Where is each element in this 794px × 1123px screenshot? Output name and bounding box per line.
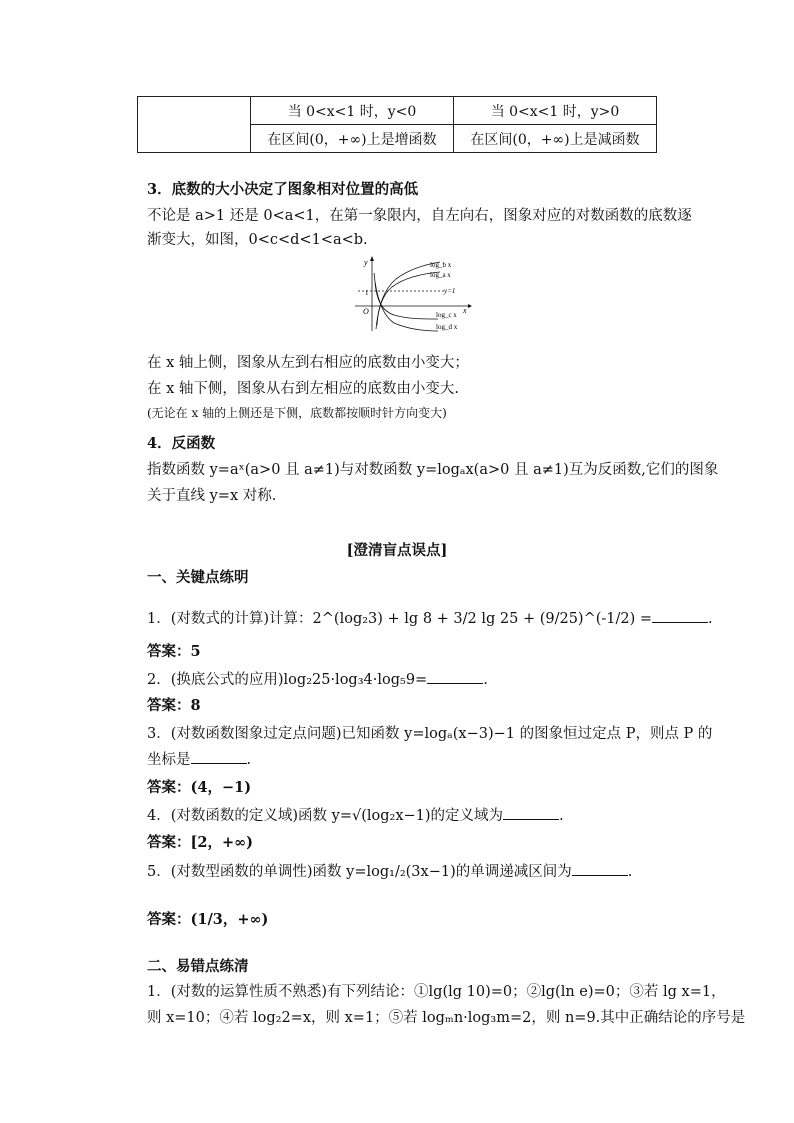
table-cell: 在区间(0，+∞)上是减函数 [454, 125, 657, 153]
question-5: 5．(对数型函数的单调性)函数 y=log₁/₂(3x−1)的单调递减区间为 . [147, 860, 632, 881]
curve-log-a [376, 272, 440, 329]
origin-label: O [363, 307, 369, 316]
question-4: 4．(对数函数的定义域)函数 y=√(log₂x−1)的定义域为 . [147, 804, 564, 825]
answer-4: 答案：[2，+∞) [147, 834, 254, 851]
section-3-heading: 3．底数的大小决定了图象相对位置的高低 [147, 181, 419, 198]
section-4-line2: 关于直线 y=x 对称. [147, 488, 277, 504]
question-2: 2．(换底公式的应用)log₂25·log₃4·log₅9= . [147, 668, 488, 689]
question-3-line2: 坐标是 . [147, 748, 251, 769]
table-cell: 在区间(0，+∞)上是增函数 [251, 125, 454, 153]
x-axis-arrow [468, 304, 472, 308]
table-cell: 当 0<x<1 时，y<0 [251, 97, 454, 125]
answer-3: 答案：(4，−1) [147, 779, 252, 796]
log-b-label: log_b x [430, 261, 452, 269]
curve-log-d [374, 273, 438, 331]
part-2-heading: 二、易错点练清 [147, 958, 249, 975]
question-3-line1: 3．(对数函数图象过定点问题)已知函数 y=logₐ(x−3)−1 的图象恒过定点 P，则点 P 的 [147, 726, 713, 742]
note-clockwise: (无论在 x 轴的上侧还是下侧，底数都按顺时针方向变大) [147, 406, 447, 420]
error-question-1-line2: 则 x=10；④若 log₂2=x，则 x=1；⑤若 logₘn·log₃m=2，则 n=9.其中正确结论的序号是 [147, 1010, 746, 1026]
section-4-heading: 4．反函数 [147, 435, 216, 452]
question-1: 1．(对数式的计算)计算：2^(log₂3) + lg 8 + 3/2 lg 25 + (9/25)^(-1/2) = . [147, 607, 713, 628]
answer-blank [427, 669, 483, 684]
one-label: 1 [365, 289, 369, 297]
answer-blank [503, 805, 559, 820]
y-equals-1-label: y=1 [444, 287, 456, 295]
answer-2: 答案：8 [147, 697, 201, 714]
answer-1: 答案：5 [147, 643, 201, 660]
note-upper: 在 x 轴上侧，图象从左到右相应的底数由小变大； [147, 355, 469, 371]
log-d-label: log_d x [436, 323, 458, 331]
log-a-label: log_a x [430, 271, 451, 279]
y-axis-label: y [364, 258, 368, 267]
part-1-heading: 一、关键点练明 [147, 569, 249, 586]
y-axis-arrow [370, 256, 374, 261]
x-axis-label: x [463, 306, 467, 315]
answer-blank [191, 749, 247, 764]
answer-blank [572, 861, 628, 876]
clarify-title: [澄清盲点误点] [346, 542, 448, 559]
curve-log-c [375, 283, 438, 319]
answer-blank [652, 608, 708, 623]
note-lower: 在 x 轴下侧，图象从右到左相应的底数由小变大. [147, 381, 460, 397]
table-cell: 当 0<x<1 时，y>0 [454, 97, 657, 125]
table-empty-cell [138, 97, 251, 153]
section-3-paragraph-line1: 不论是 a>1 还是 0<a<1，在第一象限内，自左向右，图象对应的对数函数的底数逐 [147, 208, 692, 224]
answer-5: 答案：(1/3，+∞) [147, 911, 269, 928]
section-3-paragraph-line2: 渐变大，如图，0<c<d<1<a<b. [147, 232, 368, 248]
error-question-1-line1: 1．(对数的运算性质不熟悉)有下列结论：①lg(lg 10)=0；②lg(ln e)=0；③若 lg x=1， [147, 984, 726, 1000]
log-curves-figure [350, 255, 475, 335]
properties-table [137, 96, 657, 153]
section-4-line1: 指数函数 y=aˣ(a>0 且 a≠1)与对数函数 y=logₐx(a>0 且 a≠1)互为反函数,它们的图象 [147, 462, 719, 478]
log-c-label: log_c x [436, 311, 457, 319]
